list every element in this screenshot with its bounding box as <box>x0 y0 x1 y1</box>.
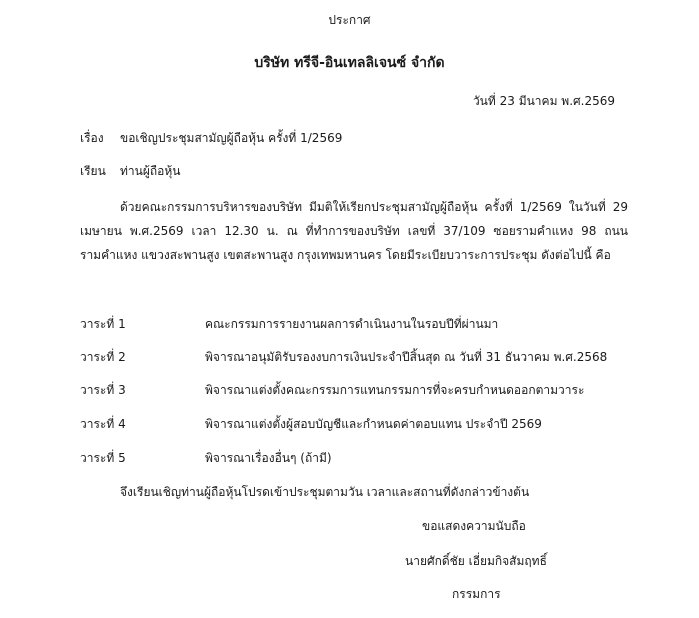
signature-regards: ขอแสดงความนับถือ <box>422 519 526 533</box>
intro-paragraph <box>80 195 628 267</box>
company-name: บริษัท ทรีจี-อินเทลลิเจนซ์ จำกัด <box>254 55 445 71</box>
agenda-item-4-label: วาระที่ 4 <box>80 417 126 431</box>
signature-name: นายศักดิ์ชัย เอี่ยมกิจสัมฤทธิ์ <box>405 554 547 568</box>
agenda-item-1-label: วาระที่ 1 <box>80 317 126 331</box>
signature-title: กรรมการ <box>452 587 501 601</box>
document-date: วันที่ 23 มีนาคม พ.ศ.2569 <box>472 94 615 108</box>
recipient-text: ท่านผู้ถือหุ้น <box>120 164 181 178</box>
subject-text: ขอเชิญประชุมสามัญผู้ถือหุ้น ครั้งที่ 1/2569 <box>120 131 343 145</box>
agenda-item-2-label: วาระที่ 2 <box>80 350 126 364</box>
closing-sentence: จึงเรียนเชิญท่านผู้ถือหุ้นโปรดเข้าประชุมตามวัน เวลาและสถานที่ดังกล่าวข้างต้น <box>120 485 530 499</box>
agenda-item-3-label: วาระที่ 3 <box>80 383 126 397</box>
intro-text: ด้วยคณะกรรมการบริหารของบริษัท มีมติให้เรียกประชุมสามัญผู้ถือหุ้น ครั้งที่ 1/2569 ในวันที่ 29 เมษายน พ.ศ.2569 เวลา 12.30 น. ณ ที่ทำการของบริษัท เลขที่ 37/109 ซอยรามคำแหง 98 ถนนรามคำแหง แขวงสะพานสูง เขตสะพานสูง กรุงเทพมหานคร โดยมีระเบียบวาระการประชุม ดังต่อไปนี้ คือ <box>80 200 628 262</box>
agenda-item-4-text: พิจารณาแต่งตั้งผู้สอบบัญชีและกำหนดค่าตอบแทน ประจำปี 2569 <box>205 417 542 431</box>
agenda-item-5-label: วาระที่ 5 <box>80 451 126 465</box>
agenda-item-1-text: คณะกรรมการรายงานผลการดำเนินงานในรอบปีที่ผ่านมา <box>205 317 499 331</box>
agenda-item-3-text: พิจารณาแต่งตั้งคณะกรรมการแทนกรรมการที่จะครบกำหนดออกตามวาระ <box>205 383 585 397</box>
agenda-item-5-text: พิจารณาเรื่องอื่นๆ (ถ้ามี) <box>205 451 332 465</box>
announcement-heading: ประกาศ <box>328 13 371 27</box>
subject-label: เรื่อง <box>80 131 104 145</box>
agenda-item-2-text: พิจารณาอนุมัติรับรองงบการเงินประจำปีสิ้นสุด ณ วันที่ 31 ธันวาคม พ.ศ.2568 <box>205 350 608 364</box>
recipient-label: เรียน <box>80 164 106 178</box>
